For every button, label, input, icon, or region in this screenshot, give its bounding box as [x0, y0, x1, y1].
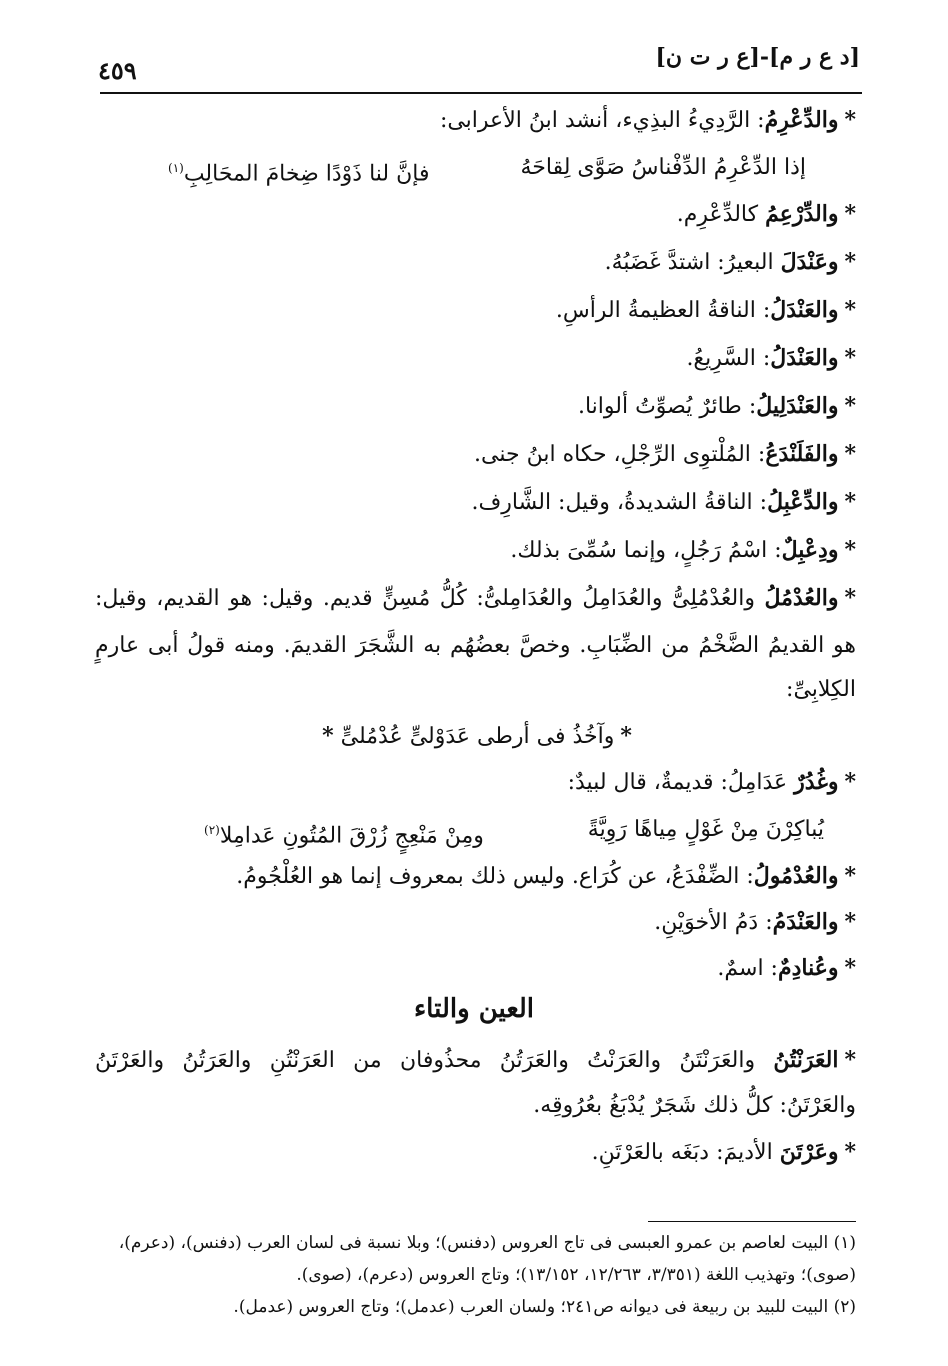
entry-star: * — [844, 489, 856, 515]
entry-andalil — [95, 390, 856, 423]
entry-head: والعُدْمُلُ — [764, 585, 839, 611]
entry-text: : الضِّفْدَعُ، عن كُرَاع. وليس ذلك بمعروف إنما هو العُلْجُومُ. — [236, 864, 754, 889]
entry-head: والعَنْدَمُ — [772, 909, 839, 935]
entry-text: : طائرٌ يُصوِّتُ ألوانا. — [577, 394, 757, 419]
entry-text: : الرَّدِيءُ البذِيء، أنشد ابنُ الأعرابى: — [439, 108, 765, 133]
entry-andal-1 — [95, 294, 856, 327]
entry-text: والعَرَنْتَنُ والعَرَنْتُ والعَرَتُنُ محذُوفان من العَرَنْتُنِ والعَرَتُنُ والعَرْتَنُ — [95, 1048, 774, 1073]
entry-head: وعَرْتَنَ — [779, 1139, 839, 1165]
entry-star: * — [844, 863, 856, 889]
entry-star: * — [844, 769, 856, 795]
header-rule — [100, 92, 862, 94]
entry-dirim — [95, 104, 856, 137]
verse3-first-hemistich: يُباكِرْنَ مِنْ غَوْلٍ مِياهًا رَوِيَّةً — [587, 817, 824, 842]
entry-falandaa — [95, 438, 856, 471]
verse1-second-hemistich — [168, 152, 430, 190]
verse3-second: ومِنْ مَنْعِجٍ زُرْقَ المُتُونِ عَدامِلا — [219, 823, 484, 849]
entry-star: * — [844, 345, 856, 371]
entry-text: كالدِّعْرِم. — [676, 202, 766, 227]
entry-star: * — [844, 955, 856, 981]
entry-head: والدِّعْبِلُ — [767, 489, 839, 515]
footnote-1-line2: (صوى)؛ وتهذيب اللغة (٣/٣٥١، ١٢/٢٦٣، ١٣/١٥٢)؛ وتاج العروس (دعرم)، (صوى). — [296, 1265, 856, 1285]
entry-star: * — [844, 909, 856, 935]
entry-andam — [95, 906, 856, 939]
verse1-first-hemistich: إذا الدِّعْرِمُ الدِّفْناسُ صَوَّى لِقاحَهُ — [520, 155, 806, 180]
entry-head: والفَلَنْدَعُ — [765, 441, 839, 467]
entry-text: : الناقةُ العظيمةُ الرأسِ. — [555, 298, 771, 323]
footnote-marker-2: (٢) — [204, 823, 220, 837]
entry-head: والعُدْمُولُ — [753, 863, 839, 889]
entry-star: * — [844, 1139, 856, 1165]
entry-artana — [95, 1136, 856, 1169]
entry-text: الأديمَ: دبَغَه بالعَرْتَنِ. — [591, 1140, 780, 1165]
section-title: العين والتاء — [413, 994, 535, 1024]
entry-text: عَدَامِلُ: قديمةٌ، قال لبيدٌ: — [567, 770, 795, 795]
footnote-rule — [648, 1221, 856, 1222]
running-head: [د ع ر م]-[ع ر ت ن] — [655, 44, 860, 70]
entry-star: * — [844, 201, 856, 227]
verse1-second: فإنَّ لنا ذَوْدًا ضِخامَ المحَالِبِ — [183, 161, 430, 187]
verse2-text: وآخُذُ فى أرطى عَدَوْلىٍّ عُدْمُلىٍّ — [340, 724, 615, 749]
entry-text: : المُلْتوِى الرِّجْلِ، حكاه ابنُ جنى. — [474, 442, 766, 467]
entry-head: وعَنْدَلَ — [780, 249, 839, 275]
entry-head: والعَنْدَلُ — [770, 297, 839, 323]
page-number: ٤٥٩ — [98, 56, 137, 85]
entry-head: والعَنْدَلُ — [770, 345, 839, 371]
entry-text: : اسْمُ رَجُلٍ، وإنما سُمِّىَ بذلك. — [510, 538, 782, 563]
entry-head: والدِّعْرِمُ — [764, 107, 839, 133]
entry-dibil-2 — [95, 534, 856, 567]
entry-text: : الناقةُ الشديدةُ، وقيل: الشَّارِف. — [471, 490, 768, 515]
verse-star: * — [322, 723, 334, 749]
entry-text: : السَّرِيعُ. — [686, 346, 771, 371]
entry-dibil-1 — [95, 486, 856, 519]
entry-udmul-line1 — [95, 582, 856, 615]
entry-star: * — [844, 249, 856, 275]
entry-udmul-line2: هو القديمُ الضَّخْمُ من الضِّبَابِ. وخصَّ بعضُهُم به الشَّجَرَ القديمَ. ومنه قولُ أبى عارمٍ — [95, 633, 856, 658]
verse-star: * — [620, 723, 632, 749]
entry-head: وعُنادِمٌ — [777, 955, 839, 981]
entry-star: * — [844, 107, 856, 133]
entry-udmul-frog — [95, 860, 856, 893]
entry-star: * — [844, 297, 856, 323]
entry-head: والعَنْدَلِيلُ — [756, 393, 839, 419]
entry-unadim — [95, 952, 856, 985]
entry-andala — [95, 246, 856, 279]
entry-star: * — [844, 441, 856, 467]
entry-star: * — [844, 537, 856, 563]
entry-text: البعيرُ: اشتدَّ غَضَبُهُ. — [604, 250, 781, 275]
entry-andal-2 — [95, 342, 856, 375]
verse2 — [0, 720, 948, 753]
entry-text: : دَمُ الأخوَيْنِ. — [654, 910, 773, 935]
entry-star: * — [844, 1047, 856, 1073]
entry-text: : اسمٌ. — [717, 956, 778, 981]
entry-ghudur — [95, 766, 856, 799]
verse3-second-hemistich — [204, 814, 484, 852]
entry-artun-line1 — [95, 1044, 856, 1077]
entry-artun-line2: والعَرْتَنُ: كلُّ ذلك شَجَرٌ يُدْبَغُ بعُرُوقِه. — [533, 1093, 856, 1118]
entry-head: والدِّرْعِمُ — [765, 201, 839, 227]
entry-star: * — [844, 393, 856, 419]
entry-text: والعُدْمُلِىُّ والعُدَامِلُ والعُدَامِلىُّ: كُلُّ مُسِنٍّ قديم. وقيل: هو القديم، وقيل: — [95, 586, 765, 611]
entry-head: العَرَنْتُنُ — [773, 1047, 839, 1073]
footnote-1-line1: (١) البيت لعاصم بن عمرو العبسى فى تاج العروس (دفنس)؛ وبلا نسبة فى لسان العرب (دفنس)، (دعرم)، — [118, 1233, 856, 1253]
entry-head: ودِعْبِلٌ — [781, 537, 839, 563]
entry-dirim-2 — [95, 198, 856, 231]
footnote-2-line1: (٢) البيت للبيد بن ربيعة فى ديوانه ص٢٤١؛ ولسان العرب (عدمل)؛ وتاج العروس (عدمل). — [233, 1297, 856, 1317]
entry-star: * — [844, 585, 856, 611]
footnote-marker-1: (١) — [168, 161, 184, 175]
entry-head: وغُدُرٌ — [794, 769, 839, 795]
entry-udmul-line3: الكِلابِىِّ: — [786, 677, 856, 702]
